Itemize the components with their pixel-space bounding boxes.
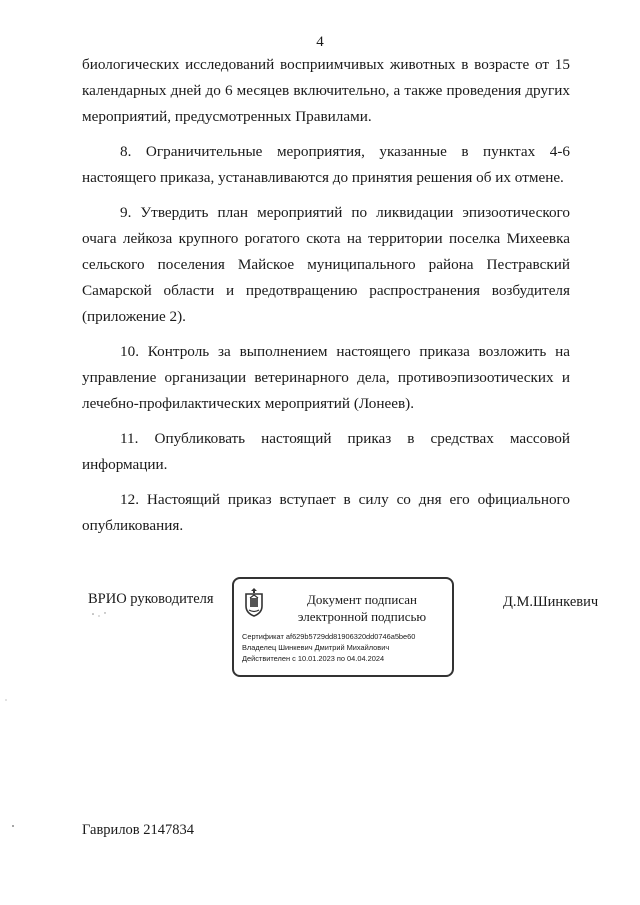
paragraph-item-8: 8. Ограничительные мероприятия, указанные в пунктах 4-6 настоящего приказа, устанавливаются до принятия решения об их отмене. (82, 143, 570, 186)
stamp-validity: Действителен с 10.01.2023 по 04.04.2024 (242, 654, 385, 663)
paragraph-item-11: 11. Опубликовать настоящий приказ в средствах массовой информации. (82, 430, 570, 473)
stamp-title-line-1: Документ подписан (307, 592, 417, 607)
page-number: 4 (316, 34, 324, 50)
signatory-position: ВРИО руководителя (88, 591, 214, 607)
signatory-name: Д.М.Шинкевич (503, 594, 599, 610)
stamp-certificate: Сертификат af629b5729dd81906320dd0746a5be60 (242, 632, 416, 641)
stamp-owner: Владелец Шинкевич Дмитрий Михайлович (242, 643, 390, 652)
stamp-title-line-2: электронной подписью (297, 609, 427, 624)
paragraph-continuation: биологических исследований восприимчивых животных в возрасте от 15 календарных дней до 6 месяцев включительно, а также проведения других мероприятий, предусмотренных Правилами. (82, 56, 570, 125)
paragraph-item-9: 9. Утвердить план мероприятий по ликвидации эпизоотического очага лейкоза крупного рогатого скота на территории поселка Михеевка сельского поселения Майское муниципального района Пестравский Самарской области и предотвращению распространения возбудителя (приложение 2). (82, 204, 570, 325)
paragraph-item-10: 10. Контроль за выполнением настоящего приказа возложить на управление организации ветеринарного дела, противоэпизоотических и лечебно-профилактических мероприятий (Лонеев). (82, 343, 570, 412)
author-note: Гаврилов 2147834 (82, 822, 195, 838)
paragraph-item-12: 12. Настоящий приказ вступает в силу со дня его официального опубликования. (82, 491, 570, 534)
